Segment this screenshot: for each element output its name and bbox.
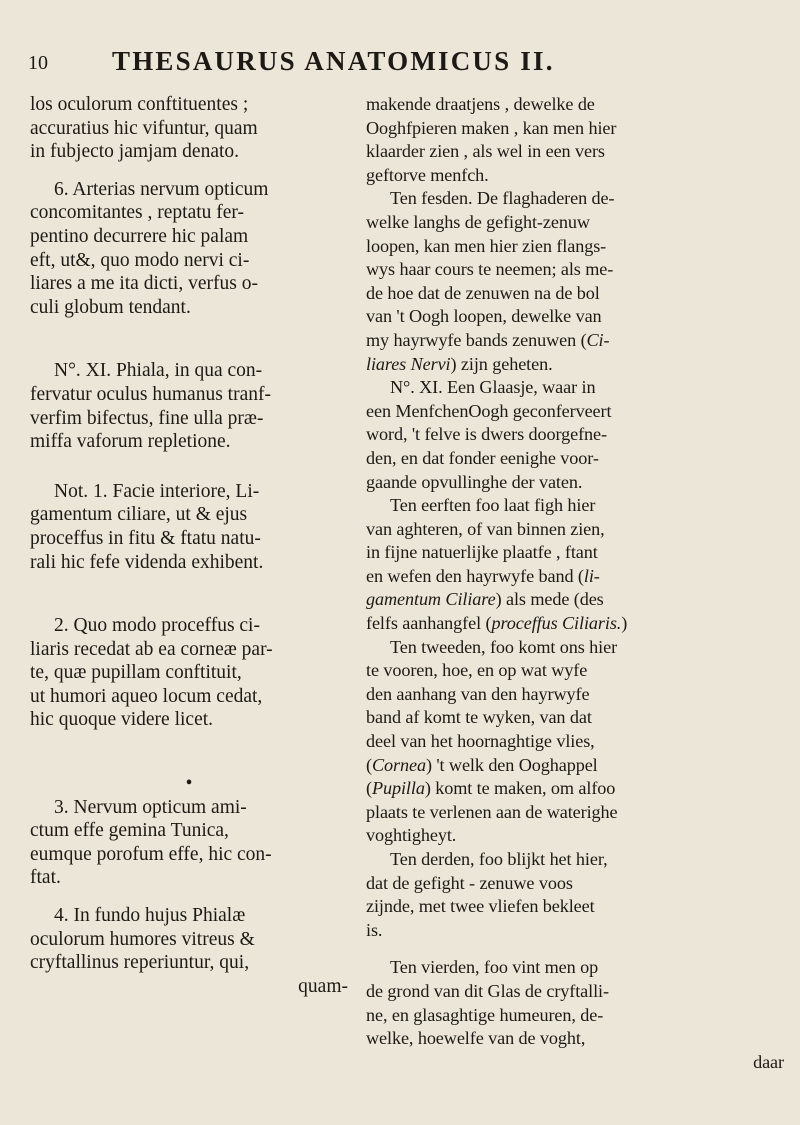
text-line: ne, en glasaghtige humeuren, de- xyxy=(366,1004,604,1025)
text-line: Ten vierden, foo vint men op xyxy=(390,957,599,978)
dutch-paragraph-2 xyxy=(366,187,784,376)
latin-column xyxy=(30,93,348,998)
text-line: rali hic fefe videnda exhibent. xyxy=(30,551,264,573)
text-line: miffa vaforum repletione. xyxy=(30,431,231,453)
text-line: eft, ut&, quo modo nervi ci- xyxy=(30,249,250,271)
text-line: 2. Quo modo proceffus ci- xyxy=(54,615,260,637)
dutch-column xyxy=(366,93,784,1074)
text-line: gamentum ciliare, ut & ejus xyxy=(30,504,248,526)
text-line: 3. Nervum opticum ami- xyxy=(54,796,247,818)
text-line: in fijne natuerlijke plaatfe , ftant xyxy=(366,542,598,563)
latin-paragraph-6 xyxy=(30,796,348,890)
latin-paragraph-4 xyxy=(30,480,348,574)
text-line: ctum effe gemina Tunica, xyxy=(30,820,229,842)
text-line: oculorum humores vitreus & xyxy=(30,928,255,950)
running-title: THESAURUS ANATOMICUS II. xyxy=(112,46,555,76)
dutch-paragraph-6 xyxy=(366,848,784,942)
text-line: (Cornea) 't welk den Ooghappel xyxy=(366,754,598,775)
text-line: eumque porofum effe, hic con- xyxy=(30,843,272,865)
text-line: gaande opvullinghe der vaten. xyxy=(366,471,583,492)
text-line: 4. In fundo hujus Phialæ xyxy=(54,905,246,927)
dutch-paragraph-7 xyxy=(366,956,784,1074)
dutch-paragraph-4 xyxy=(366,494,784,636)
text-line: van 't Oogh loopen, dewelke van xyxy=(366,306,602,327)
text-line: Not. 1. Facie interiore, Li- xyxy=(54,480,260,502)
text-line: cryftallinus reperiuntur, qui, xyxy=(30,952,250,974)
text-line: 6. Arterias nervum opticum xyxy=(54,178,269,200)
catchword: daar xyxy=(753,1051,784,1072)
text-line: liares a me ita dicti, verfus o- xyxy=(30,273,258,295)
text-line: word, 't felve is dwers doorgefne- xyxy=(366,424,607,445)
text-line: Ten derden, foo blijkt het hier, xyxy=(390,849,608,869)
text-line: N°. XI. Phiala, in qua con- xyxy=(54,360,263,382)
text-line: my hayrwyfe bands zenuwen (Ci- xyxy=(366,329,610,350)
text-line: welke langhs de gefight-zenuw xyxy=(366,211,590,232)
dutch-paragraph-1 xyxy=(366,93,784,187)
text-line: de grond van dit Glas de cryftalli- xyxy=(366,980,609,1001)
text-line: pentino decurrere hic palam xyxy=(30,225,249,247)
text-line: den, en dat fonder eenighe voor- xyxy=(366,447,599,468)
text-line: den aanhang van den hayrwyfe xyxy=(366,683,590,704)
text-line: klaarder zien , als wel in een vers xyxy=(366,141,605,162)
text-line: culi globum tendant. xyxy=(30,296,191,318)
text-line: zijnde, met twee vliefen bekleet xyxy=(366,896,595,917)
text-line: te vooren, hoe, en op wat wyfe xyxy=(366,660,588,681)
text-line: fervatur oculus humanus tranf- xyxy=(30,383,271,405)
text-line: voghtigheyt. xyxy=(366,825,457,846)
text-line: liaris recedat ab ea corneæ par- xyxy=(30,638,273,660)
text-line: proceffus in fitu & ftatu natu- xyxy=(30,527,261,549)
text-line: verfim bifectus, fine ulla præ- xyxy=(30,407,264,429)
text-line: accuratius hic vifuntur, quam xyxy=(30,117,258,139)
latin-paragraph-2 xyxy=(30,178,348,320)
text-line: ut humori aqueo locum cedat, xyxy=(30,685,263,707)
text-line: en wefen den hayrwyfe band (li- xyxy=(366,565,600,586)
text-line: Ten eerften foo laat figh hier xyxy=(390,495,596,516)
text-line: N°. XI. Een Glaasje, waar in xyxy=(390,377,596,398)
text-line: band af komt te wyken, van dat xyxy=(366,707,592,728)
text-line: is. xyxy=(366,919,383,940)
text-line: (Pupilla) komt te maken, om alfoo xyxy=(366,778,616,799)
text-line: Ooghfpieren maken , kan men hier xyxy=(366,117,617,138)
text-line: wys haar cours te neemen; als me- xyxy=(366,259,614,280)
text-line: in fubjecto jamjam denato. xyxy=(30,141,240,163)
text-line: geftorve menfch. xyxy=(366,164,489,185)
text-line: van aghteren, of van binnen zien, xyxy=(366,518,605,539)
text-line: concomitantes , reptatu fer- xyxy=(30,202,245,224)
dutch-paragraph-3 xyxy=(366,376,784,494)
text-line: los oculorum conftituentes ; xyxy=(30,94,249,115)
text-line: felfs aanhangfel (proceffus Ciliaris.) xyxy=(366,613,628,634)
text-line: loopen, kan men hier zien flangs- xyxy=(366,235,607,256)
section-ornament: • xyxy=(185,773,193,795)
text-line: Ten tweeden, foo komt ons hier xyxy=(390,636,618,657)
latin-paragraph-3 xyxy=(30,359,348,453)
catchword: quam- xyxy=(298,975,348,997)
text-line: hic quoque videre licet. xyxy=(30,709,214,731)
text-line: Ten fesden. De flaghaderen de- xyxy=(390,188,615,209)
text-line: een MenfchenOogh geconferveert xyxy=(366,400,612,421)
latin-paragraph-5 xyxy=(30,614,348,732)
page-header xyxy=(28,46,782,86)
text-line: welke, hoewelfe van de voght, xyxy=(366,1028,586,1049)
page-number: 10 xyxy=(28,52,48,74)
text-line: liares Nervi) zijn geheten. xyxy=(366,353,553,374)
text-line: dat de gefight - zenuwe voos xyxy=(366,872,573,893)
text-line: te, quæ pupillam conftituit, xyxy=(30,662,242,684)
text-line: gamentum Ciliare) als mede (des xyxy=(366,589,604,610)
latin-paragraph-7 xyxy=(30,904,348,998)
text-line: plaats te verlenen aan de waterighe xyxy=(366,801,618,822)
text-line: ftat. xyxy=(30,867,61,889)
dutch-paragraph-5 xyxy=(366,636,784,848)
text-line: makende draatjens , dewelke de xyxy=(366,94,595,114)
latin-paragraph-1 xyxy=(30,93,348,164)
text-line: deel van het hoornaghtige vlies, xyxy=(366,731,595,752)
text-line: de hoe dat de zenuwen na de bol xyxy=(366,282,600,303)
